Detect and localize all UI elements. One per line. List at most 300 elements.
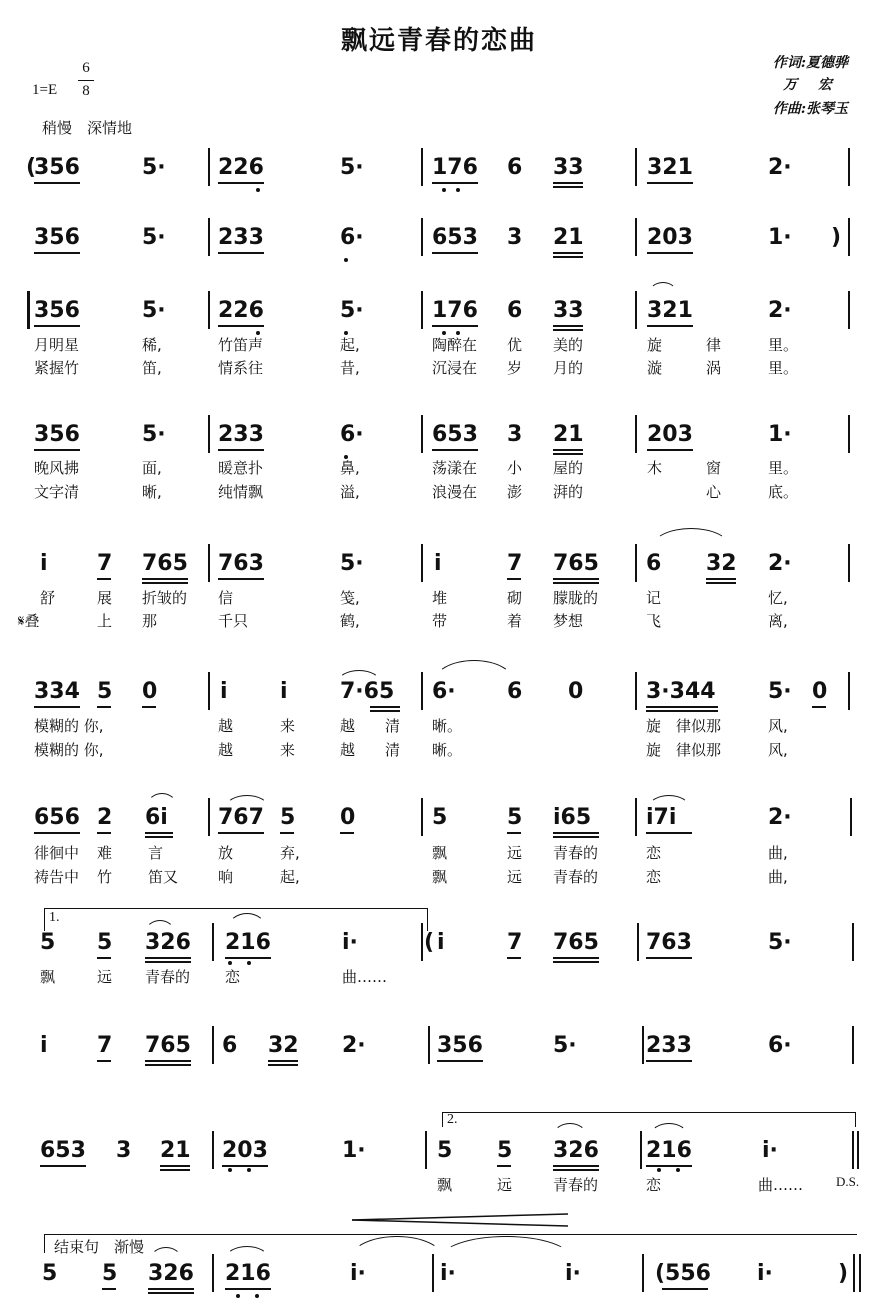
- lyric-text: 放: [218, 844, 234, 862]
- note-token: 1·: [342, 1138, 366, 1163]
- barline: [848, 218, 850, 256]
- note-token: 6·: [340, 422, 364, 447]
- note-token: 5·: [142, 298, 166, 323]
- note-token: 5: [97, 930, 113, 955]
- lyric-text: 里。: [768, 359, 799, 377]
- note-token: 2·: [768, 155, 792, 180]
- note-token: 233: [218, 422, 264, 447]
- note-token: i: [40, 551, 48, 576]
- barline: [848, 415, 850, 453]
- lyric-text: 模糊的 你,: [34, 717, 104, 735]
- beam-underline: [225, 1288, 271, 1290]
- lyric-text: 湃的: [553, 483, 584, 501]
- note-token: 5·: [142, 422, 166, 447]
- note-token: (: [424, 930, 435, 955]
- note-token: 0: [568, 679, 584, 704]
- note-token: 6: [507, 679, 523, 704]
- barline: [208, 415, 210, 453]
- lyric-text: 来: [280, 741, 296, 759]
- beam-underline: [145, 1064, 191, 1066]
- beam-underline: [370, 710, 400, 712]
- lyric-text: 清: [385, 717, 401, 735]
- key-signature: 1=E: [32, 82, 58, 98]
- barline: [635, 148, 637, 186]
- barline: [635, 672, 637, 710]
- note-token: ): [838, 1261, 849, 1286]
- beam-underline: [553, 961, 599, 963]
- note-token: 5: [280, 805, 296, 830]
- beam-underline: [145, 961, 191, 963]
- barline: [642, 1254, 644, 1292]
- lyric-text: 恋: [225, 968, 241, 986]
- barline: [208, 544, 210, 582]
- beam-underline: [97, 706, 111, 708]
- octave-dot: [236, 1294, 240, 1298]
- beam-underline: [646, 706, 718, 708]
- note-token: 653: [40, 1138, 86, 1163]
- ending-label: 结束句 渐慢: [54, 1238, 145, 1256]
- beam-underline: [553, 186, 583, 188]
- tie-arc: [648, 795, 690, 808]
- beam-underline: [553, 329, 583, 331]
- note-token: 0: [142, 679, 158, 704]
- lyric-text: 恋: [646, 1176, 662, 1194]
- lyric-text: 屋的: [553, 459, 584, 477]
- lyric-text: 飘: [40, 968, 56, 986]
- lyric-text: 沉浸在: [432, 359, 478, 377]
- lyric-text: 陶醉在: [432, 336, 478, 354]
- note-token: i: [280, 679, 288, 704]
- note-token: 32: [268, 1033, 299, 1058]
- octave-dot: [442, 331, 446, 335]
- note-token: 6i: [145, 805, 168, 830]
- lyric-text: 恋: [646, 844, 662, 862]
- barline: [428, 1026, 430, 1064]
- note-token: 6: [222, 1033, 238, 1058]
- lyric-text: 千只: [218, 612, 249, 630]
- note-token: 21: [553, 225, 584, 250]
- note-token: 3·344: [646, 679, 716, 704]
- note-token: 226: [218, 298, 264, 323]
- note-token: 765: [145, 1033, 191, 1058]
- beam-underline: [268, 1060, 298, 1062]
- note-token: 6·: [432, 679, 456, 704]
- beam-underline: [647, 252, 693, 254]
- lyric-text: 昔,: [340, 359, 360, 377]
- lyric-text: 忆,: [768, 589, 788, 607]
- note-token: (556: [655, 1261, 711, 1286]
- beam-underline: [142, 578, 188, 580]
- note-token: 2·: [342, 1033, 366, 1058]
- lyric-text: 窗: [706, 459, 722, 477]
- lyric-text: 越: [340, 741, 356, 759]
- note-token: 653: [432, 422, 478, 447]
- beam-underline: [34, 706, 80, 708]
- barline: [853, 1254, 855, 1292]
- volta-2-bracket: [442, 1112, 856, 1127]
- ending-bracket: [44, 1234, 857, 1256]
- beam-underline: [706, 578, 736, 580]
- beam-underline: [646, 957, 692, 959]
- lyric-text: 曲,: [768, 868, 788, 886]
- note-token: 233: [218, 225, 264, 250]
- lyric-text: 心: [706, 483, 722, 501]
- lyric-text: 木: [647, 459, 663, 477]
- lyric-text: 𝄋叠: [18, 612, 40, 630]
- lyric-text: 旋: [646, 717, 662, 735]
- note-token: 2: [97, 805, 113, 830]
- lyric-text: 祷告中: [34, 868, 80, 886]
- lyric-text: 小: [507, 459, 523, 477]
- barline: [208, 672, 210, 710]
- lyric-text: 起,: [280, 868, 300, 886]
- lyric-text: 纯情飘: [218, 483, 264, 501]
- time-denominator: 8: [82, 83, 90, 99]
- lyric-text: 紧握竹: [34, 359, 80, 377]
- note-token: 7: [507, 930, 523, 955]
- beam-underline: [647, 325, 693, 327]
- lyric-text: 言: [148, 844, 164, 862]
- beam-underline: [145, 836, 173, 838]
- lyric-text: 稀,: [142, 336, 162, 354]
- lyric-text: 澎: [507, 483, 523, 501]
- beam-underline: [553, 325, 583, 327]
- note-token: 6: [507, 298, 523, 323]
- octave-dot: [247, 1168, 251, 1172]
- note-token: 33: [553, 298, 584, 323]
- beam-underline: [97, 578, 111, 580]
- barline: [421, 798, 423, 836]
- note-token: 321: [647, 298, 693, 323]
- volta-1-bracket: [44, 908, 428, 931]
- lyric-text: 里。: [768, 459, 799, 477]
- note-token: 5: [97, 679, 113, 704]
- lyric-text: 弃,: [280, 844, 300, 862]
- barline: [421, 544, 423, 582]
- note-token: i·: [350, 1261, 366, 1286]
- beam-underline: [102, 1288, 116, 1290]
- volta-2-label: 2.: [447, 1112, 458, 1127]
- barline: [421, 415, 423, 453]
- octave-dot: [255, 1294, 259, 1298]
- lyric-text: 里。: [768, 336, 799, 354]
- barline: [642, 1026, 644, 1064]
- note-token: 203: [647, 225, 693, 250]
- lyric-text: 青春的: [553, 844, 599, 862]
- lyric-text: 着: [507, 612, 523, 630]
- lyric-text: 月的: [553, 359, 584, 377]
- beam-underline: [553, 252, 583, 254]
- note-token: 356: [34, 155, 80, 180]
- lyric-text: 梦想: [553, 612, 584, 630]
- octave-dot: [657, 1168, 661, 1172]
- note-token: 6: [646, 551, 662, 576]
- lyricist-credit-2: 万 宏: [783, 77, 840, 93]
- beam-underline: [553, 256, 583, 258]
- time-fraction-bar: [78, 80, 94, 81]
- tie-arc: [225, 795, 269, 808]
- lyric-text: 竹: [97, 868, 113, 886]
- barline: [848, 544, 850, 582]
- barline: [208, 148, 210, 186]
- beam-underline: [706, 582, 736, 584]
- beam-underline: [142, 706, 156, 708]
- barline: [421, 672, 423, 710]
- beam-underline: [225, 957, 271, 959]
- note-token: 356: [34, 225, 80, 250]
- lyric-text: 展: [97, 589, 113, 607]
- note-token: 1·: [768, 422, 792, 447]
- note-token: 203: [647, 422, 693, 447]
- barline: [635, 415, 637, 453]
- beam-underline: [218, 325, 264, 327]
- lyric-text: 律似那: [676, 741, 722, 759]
- lyric-text: 风,: [768, 741, 788, 759]
- barline: [635, 291, 637, 329]
- beam-underline: [646, 710, 718, 712]
- beam-underline: [268, 1064, 298, 1066]
- barline: [421, 291, 423, 329]
- beam-underline: [432, 252, 478, 254]
- beam-underline: [218, 449, 264, 451]
- note-token: i7i: [646, 805, 677, 830]
- lyric-text: 旋: [647, 336, 663, 354]
- lyric-text: 文字清: [34, 483, 80, 501]
- lyric-text: 远: [497, 1176, 513, 1194]
- beam-underline: [646, 1060, 692, 1062]
- beam-underline: [646, 1165, 692, 1167]
- note-token: 0: [340, 805, 356, 830]
- note-token: 176: [432, 155, 478, 180]
- lyric-text: 砌: [507, 589, 523, 607]
- lyric-text: 浪漫在: [432, 483, 478, 501]
- barline: [859, 1254, 861, 1292]
- beam-underline: [553, 836, 599, 838]
- octave-dot: [676, 1168, 680, 1172]
- lyric-text: 起,: [340, 336, 360, 354]
- beam-underline: [218, 832, 264, 834]
- octave-dot: [344, 455, 348, 459]
- note-token: 5: [42, 1261, 58, 1286]
- repeat-barline: [27, 291, 30, 329]
- lyric-text: 曲,: [768, 844, 788, 862]
- note-token: i: [220, 679, 228, 704]
- composer-credit: 作曲:张琴玉: [772, 101, 848, 117]
- octave-dot: [228, 961, 232, 965]
- lyric-text: 飘: [432, 844, 448, 862]
- note-token: 226: [218, 155, 264, 180]
- note-token: 5·: [340, 551, 364, 576]
- lyric-text: 溢,: [340, 483, 360, 501]
- barline: [208, 218, 210, 256]
- lyric-text: 远: [507, 868, 523, 886]
- lyric-text: 曲……: [342, 968, 388, 986]
- lyric-text: 恋: [646, 868, 662, 886]
- note-token: 5·: [768, 679, 792, 704]
- lyric-text: 鹤,: [340, 612, 360, 630]
- beam-underline: [812, 706, 826, 708]
- lyric-text: 面,: [142, 459, 162, 477]
- lyric-text: 上: [97, 612, 113, 630]
- note-token: 0: [812, 679, 828, 704]
- tie-arc: [652, 528, 730, 547]
- note-token: 6: [507, 155, 523, 180]
- note-token: 326: [553, 1138, 599, 1163]
- barline: [637, 923, 639, 961]
- note-token: 233: [646, 1033, 692, 1058]
- barline: [212, 1026, 214, 1064]
- beam-underline: [647, 449, 693, 451]
- lyric-text: 清: [385, 741, 401, 759]
- beam-underline: [34, 325, 80, 327]
- note-token: 2·: [768, 298, 792, 323]
- lyric-text: 模糊的 你,: [34, 741, 104, 759]
- note-token: 216: [225, 1261, 271, 1286]
- lyricist-credit: 作词:夏德骅: [772, 55, 848, 71]
- barline: [635, 544, 637, 582]
- lyric-text: 青春的: [553, 1176, 599, 1194]
- lyric-text: 晰。: [432, 717, 463, 735]
- lyric-text: 笛又: [148, 868, 179, 886]
- lyric-text: 响: [218, 868, 234, 886]
- lyric-text: 记: [646, 589, 662, 607]
- beam-underline: [662, 1288, 708, 1290]
- tie-arc: [337, 670, 381, 683]
- barline: [208, 798, 210, 836]
- octave-dot: [228, 1168, 232, 1172]
- time-numerator: 6: [82, 60, 90, 76]
- note-token: i·: [762, 1138, 778, 1163]
- note-token: 21: [160, 1138, 191, 1163]
- lyric-text: 暖意扑: [218, 459, 264, 477]
- lyric-text: 徘徊中: [34, 844, 80, 862]
- octave-dot: [256, 188, 260, 192]
- note-token: 6·: [340, 225, 364, 250]
- lyric-text: 远: [97, 968, 113, 986]
- beam-underline: [97, 1060, 111, 1062]
- hairpin-mark: [350, 1212, 570, 1228]
- lyric-text: 晰。: [432, 741, 463, 759]
- lyric-text: 笛,: [142, 359, 162, 377]
- beam-underline: [553, 182, 583, 184]
- lyric-text: 飘: [437, 1176, 453, 1194]
- beam-underline: [647, 182, 693, 184]
- beam-underline: [553, 832, 599, 834]
- beam-underline: [553, 957, 599, 959]
- beam-underline: [222, 1165, 268, 1167]
- lyric-text: 竹笛声: [218, 336, 264, 354]
- lyric-text: 旋: [646, 741, 662, 759]
- lyric-text: 朦胧的: [553, 589, 599, 607]
- note-token: i: [434, 551, 442, 576]
- beam-underline: [218, 252, 264, 254]
- beam-underline: [34, 252, 80, 254]
- lyric-text: 来: [280, 717, 296, 735]
- beam-underline: [497, 1165, 511, 1167]
- note-token: 1·: [768, 225, 792, 250]
- octave-dot: [456, 331, 460, 335]
- lyric-text: 优: [507, 336, 523, 354]
- note-token: 356: [437, 1033, 483, 1058]
- octave-dot: [344, 331, 348, 335]
- beam-underline: [34, 832, 80, 834]
- note-token: 5: [507, 805, 523, 830]
- note-token: 7: [97, 551, 113, 576]
- note-token: (: [26, 155, 37, 180]
- beam-underline: [553, 582, 599, 584]
- barline: [432, 1254, 434, 1292]
- lyric-text: 越: [218, 741, 234, 759]
- beam-underline: [148, 1288, 194, 1290]
- note-token: 6·: [768, 1033, 792, 1058]
- beam-underline: [432, 325, 478, 327]
- note-token: 356: [34, 298, 80, 323]
- barline: [857, 1131, 859, 1169]
- lyric-text: 越: [218, 717, 234, 735]
- barline: [852, 923, 854, 961]
- note-token: 5·: [340, 298, 364, 323]
- note-token: 216: [225, 930, 271, 955]
- note-token: 3: [507, 225, 523, 250]
- beam-underline: [142, 582, 188, 584]
- beam-underline: [97, 957, 111, 959]
- beam-underline: [432, 449, 478, 451]
- lyric-text: 那: [142, 612, 158, 630]
- note-token: i·: [757, 1261, 773, 1286]
- note-token: 653: [432, 225, 478, 250]
- tie-arc: [649, 282, 677, 293]
- note-token: 321: [647, 155, 693, 180]
- note-token: 216: [646, 1138, 692, 1163]
- beam-underline: [553, 1169, 599, 1171]
- note-token: 5: [497, 1138, 513, 1163]
- tie-arc: [147, 793, 177, 806]
- note-token: i: [437, 930, 445, 955]
- lyric-text: 信: [218, 589, 234, 607]
- lyric-text: 飞: [646, 612, 662, 630]
- lyric-text: 荡漾在: [432, 459, 478, 477]
- lyric-text: 青春的: [553, 868, 599, 886]
- note-token: 767: [218, 805, 264, 830]
- note-token: 326: [148, 1261, 194, 1286]
- beam-underline: [34, 182, 80, 184]
- beam-underline: [218, 578, 264, 580]
- tempo-marking: 稍慢 深情地: [42, 119, 133, 137]
- beam-underline: [145, 1060, 191, 1062]
- beam-underline: [218, 182, 264, 184]
- beam-underline: [553, 578, 599, 580]
- barline: [848, 672, 850, 710]
- note-token: 5: [432, 805, 448, 830]
- beam-underline: [148, 1292, 194, 1294]
- lyric-text: 难: [97, 844, 113, 862]
- note-token: ): [831, 225, 842, 250]
- note-token: i·: [440, 1261, 456, 1286]
- barline: [852, 1026, 854, 1064]
- lyric-text: 笺,: [340, 589, 360, 607]
- beam-underline: [507, 957, 521, 959]
- lyric-text: 舒: [40, 589, 56, 607]
- barline: [848, 291, 850, 329]
- lyric-text: 晰,: [142, 483, 162, 501]
- octave-dot: [456, 188, 460, 192]
- barline: [425, 1131, 427, 1169]
- note-token: 2·: [768, 805, 792, 830]
- lyric-text: 飘: [432, 868, 448, 886]
- note-token: 763: [646, 930, 692, 955]
- barline: [208, 291, 210, 329]
- lyric-text: 晚风拂: [34, 459, 80, 477]
